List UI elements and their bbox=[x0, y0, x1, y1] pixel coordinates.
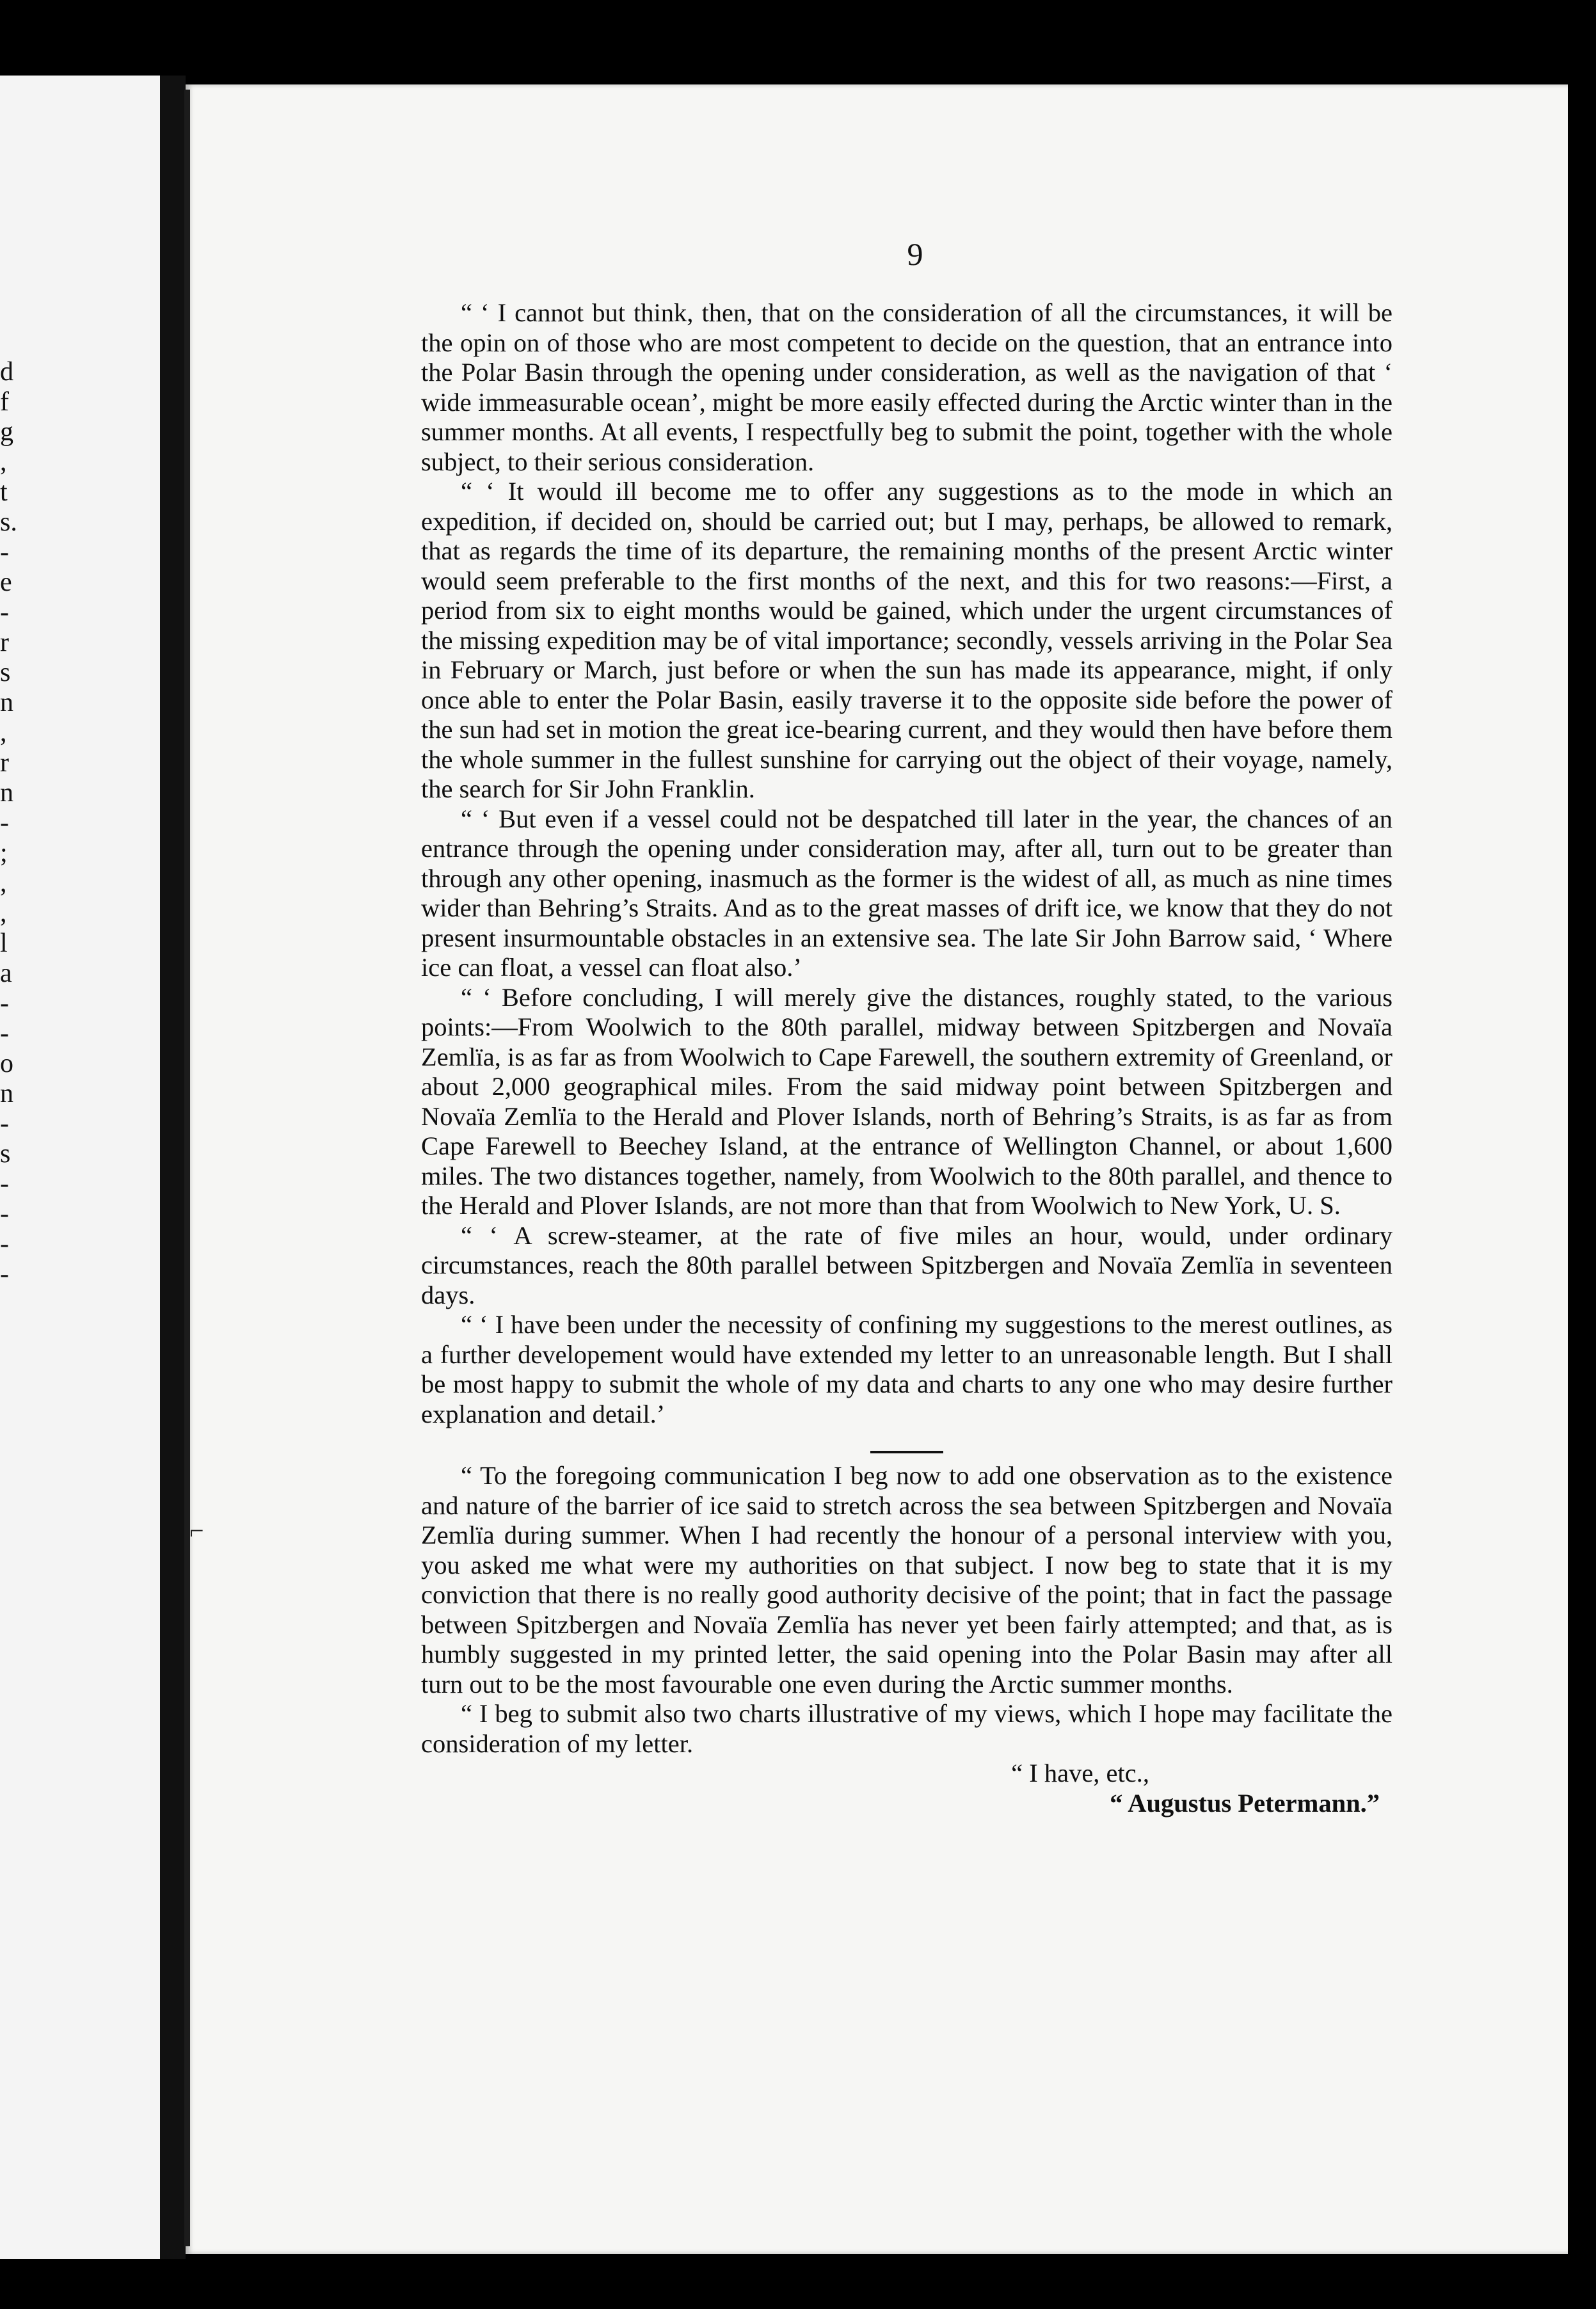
facing-page-glyph: - bbox=[0, 1259, 9, 1289]
letter-signature: “ Augustus Petermann.” bbox=[1110, 1788, 1380, 1818]
facing-page-glyph: l bbox=[0, 929, 8, 958]
facing-page-glyph: , bbox=[0, 447, 7, 477]
facing-page-glyph: a bbox=[0, 959, 12, 988]
facing-page-glyph: ; bbox=[0, 838, 8, 868]
facing-page-glyph: n bbox=[0, 1079, 13, 1108]
letter-body bbox=[421, 298, 1393, 1818]
facing-page-glyph: t bbox=[0, 477, 8, 507]
paragraph: “ ‘ I have been under the necessity of confining my suggestions to the merest outlines, as a further developement would have extended my letter to an unreasonable length. But I shall be most happy to submit the whole of my data and charts to any one who may desire further explanation and detail.’ bbox=[421, 1310, 1393, 1428]
facing-page-glyph: - bbox=[0, 1109, 9, 1139]
facing-page-glyph: e bbox=[0, 568, 12, 597]
paragraph: “ To the foregoing communication I beg now to add one observation as to the existence and nature of the barrier of ice said to stretch across the sea between Spitzbergen and Novaïa Zemlïa during summer. When I had recently the honour of a personal interview with you, you asked me what were my authorities on that subject. I now beg to state that it is my conviction that there is no really good authority decisive of the point; that in fact the passage between Spitzbergen and Novaïa Zemlïa has never yet been fairly attempted; and that, as is humbly suggested in my printed letter, the said opening into the Polar Basin may after all turn out to be the most favourable one even during the Arctic summer months. bbox=[421, 1461, 1393, 1698]
section-separator-rule bbox=[870, 1451, 943, 1453]
paragraph: “ ‘ But even if a vessel could not be despatched till later in the year, the chances of an entrance through the opening under consideration may, after all, turn out to be greater than through any other opening, inasmuch as the former is the widest of all, as much as nine times wider than Behring’s Straits. And as to the great masses of drift ice, we know that they do not present insurmountable obstacles in an extensive sea. The late Sir John Barrow said, ‘ Where ice can float, a vessel can float also.’ bbox=[421, 804, 1393, 982]
facing-page-glyph: r bbox=[0, 628, 9, 657]
book-gutter bbox=[160, 76, 186, 2259]
facing-page-glyph: , bbox=[0, 868, 7, 898]
facing-page-glyph: g bbox=[0, 417, 13, 447]
facing-page-glyph: s bbox=[0, 658, 11, 687]
spine-mark: ⌐ bbox=[189, 1516, 204, 1545]
facing-page-glyph: - bbox=[0, 1169, 9, 1199]
facing-page-margin-text bbox=[0, 357, 15, 1290]
paragraph: “ ‘ A screw-steamer, at the rate of five miles an hour, would, under ordinary circumstances, reach the 80th parallel between Spitzbergen and Novaïa Zemlïa in seventeen days. bbox=[421, 1220, 1393, 1309]
facing-page-glyph: - bbox=[0, 808, 9, 838]
facing-page-glyph: d bbox=[0, 357, 13, 387]
facing-page-glyph: - bbox=[0, 1199, 9, 1229]
facing-page-glyph: f bbox=[0, 387, 9, 417]
facing-page-glyph: s bbox=[0, 1139, 11, 1169]
facing-page-glyph: - bbox=[0, 1229, 9, 1259]
facing-page-glyph: n bbox=[0, 778, 13, 808]
paragraph: “ ‘ Before concluding, I will merely give the distances, roughly stated, to the various points:—From Woolwich to the 80th parallel, midway between Spitzbergen and Novaïa Zemlïa, is as far as from Woolwich to Cape Farewell, the southern extremity of Greenland, or about 2,000 geographical miles. From the said midway point between Spitzbergen and Novaïa Zemlïa to the Herald and Plover Islands, north of Behring’s Straits, is as far as from Cape Farewell to Beechey Island, at the entrance of Wellington Channel, or about 1,600 miles. The two distances together, namely, from Woolwich to the 80th parallel, and thence to the Herald and Plover Islands, are not more than that from Woolwich to New York, U. S. bbox=[421, 982, 1393, 1220]
facing-page-glyph: n bbox=[0, 688, 13, 717]
page-number: 9 bbox=[907, 236, 923, 272]
facing-page bbox=[0, 76, 160, 2259]
paragraph: “ ‘ It would ill become me to offer any suggestions as to the mode in which an expedition, if decided on, should be carried out; but I may, perhaps, be allowed to remark, that as regards the time of its departure, the remaining months of the present Arctic winter would seem preferable to the first months of the next, and this for two reasons:—First, a period from six to eight months would be gained, which under the urgent circumstances of the missing expedition may be of vital importance; secondly, vessels arriving in the Polar Sea in February or March, just before or when the sun has made its appearance, might, if only once able to enter the Polar Basin, easily traverse it to the opposite side before the power of the sun had set in motion the great ice-bearing current, and they would then have before them the whole summer in the fullest sunshine for carrying out the object of their voyage, namely, the search for Sir John Franklin. bbox=[421, 477, 1393, 803]
page-spine-edge bbox=[184, 90, 190, 2246]
paragraph: “ I beg to submit also two charts illustrative of my views, which I hope may facilitate the consideration of my letter. bbox=[421, 1699, 1393, 1758]
facing-page-glyph: o bbox=[0, 1049, 13, 1078]
facing-page-glyph: - bbox=[0, 538, 9, 567]
letter-salutation: “ I have, etc., bbox=[1011, 1759, 1149, 1787]
facing-page-glyph: r bbox=[0, 748, 9, 778]
facing-page-glyph: , bbox=[0, 899, 7, 928]
facing-page-glyph: - bbox=[0, 989, 9, 1018]
facing-page-glyph: , bbox=[0, 718, 7, 747]
paragraph: “ ‘ I cannot but think, then, that on the consideration of all the circumstances, it will be the opin on of those who are most competent to decide on the question, that an entrance into the Polar Basin through the opening under consideration, as well as the navigation of that ‘ wide immeasurable ocean’, might be more easily effected during the Arctic winter than in the summer months. At all events, I respectfully beg to submit the point, together with the whole subject, to their serious consideration. bbox=[421, 298, 1393, 476]
facing-page-glyph: - bbox=[0, 1019, 9, 1048]
facing-page-glyph: - bbox=[0, 598, 9, 627]
facing-page-glyph: s. bbox=[0, 507, 17, 537]
